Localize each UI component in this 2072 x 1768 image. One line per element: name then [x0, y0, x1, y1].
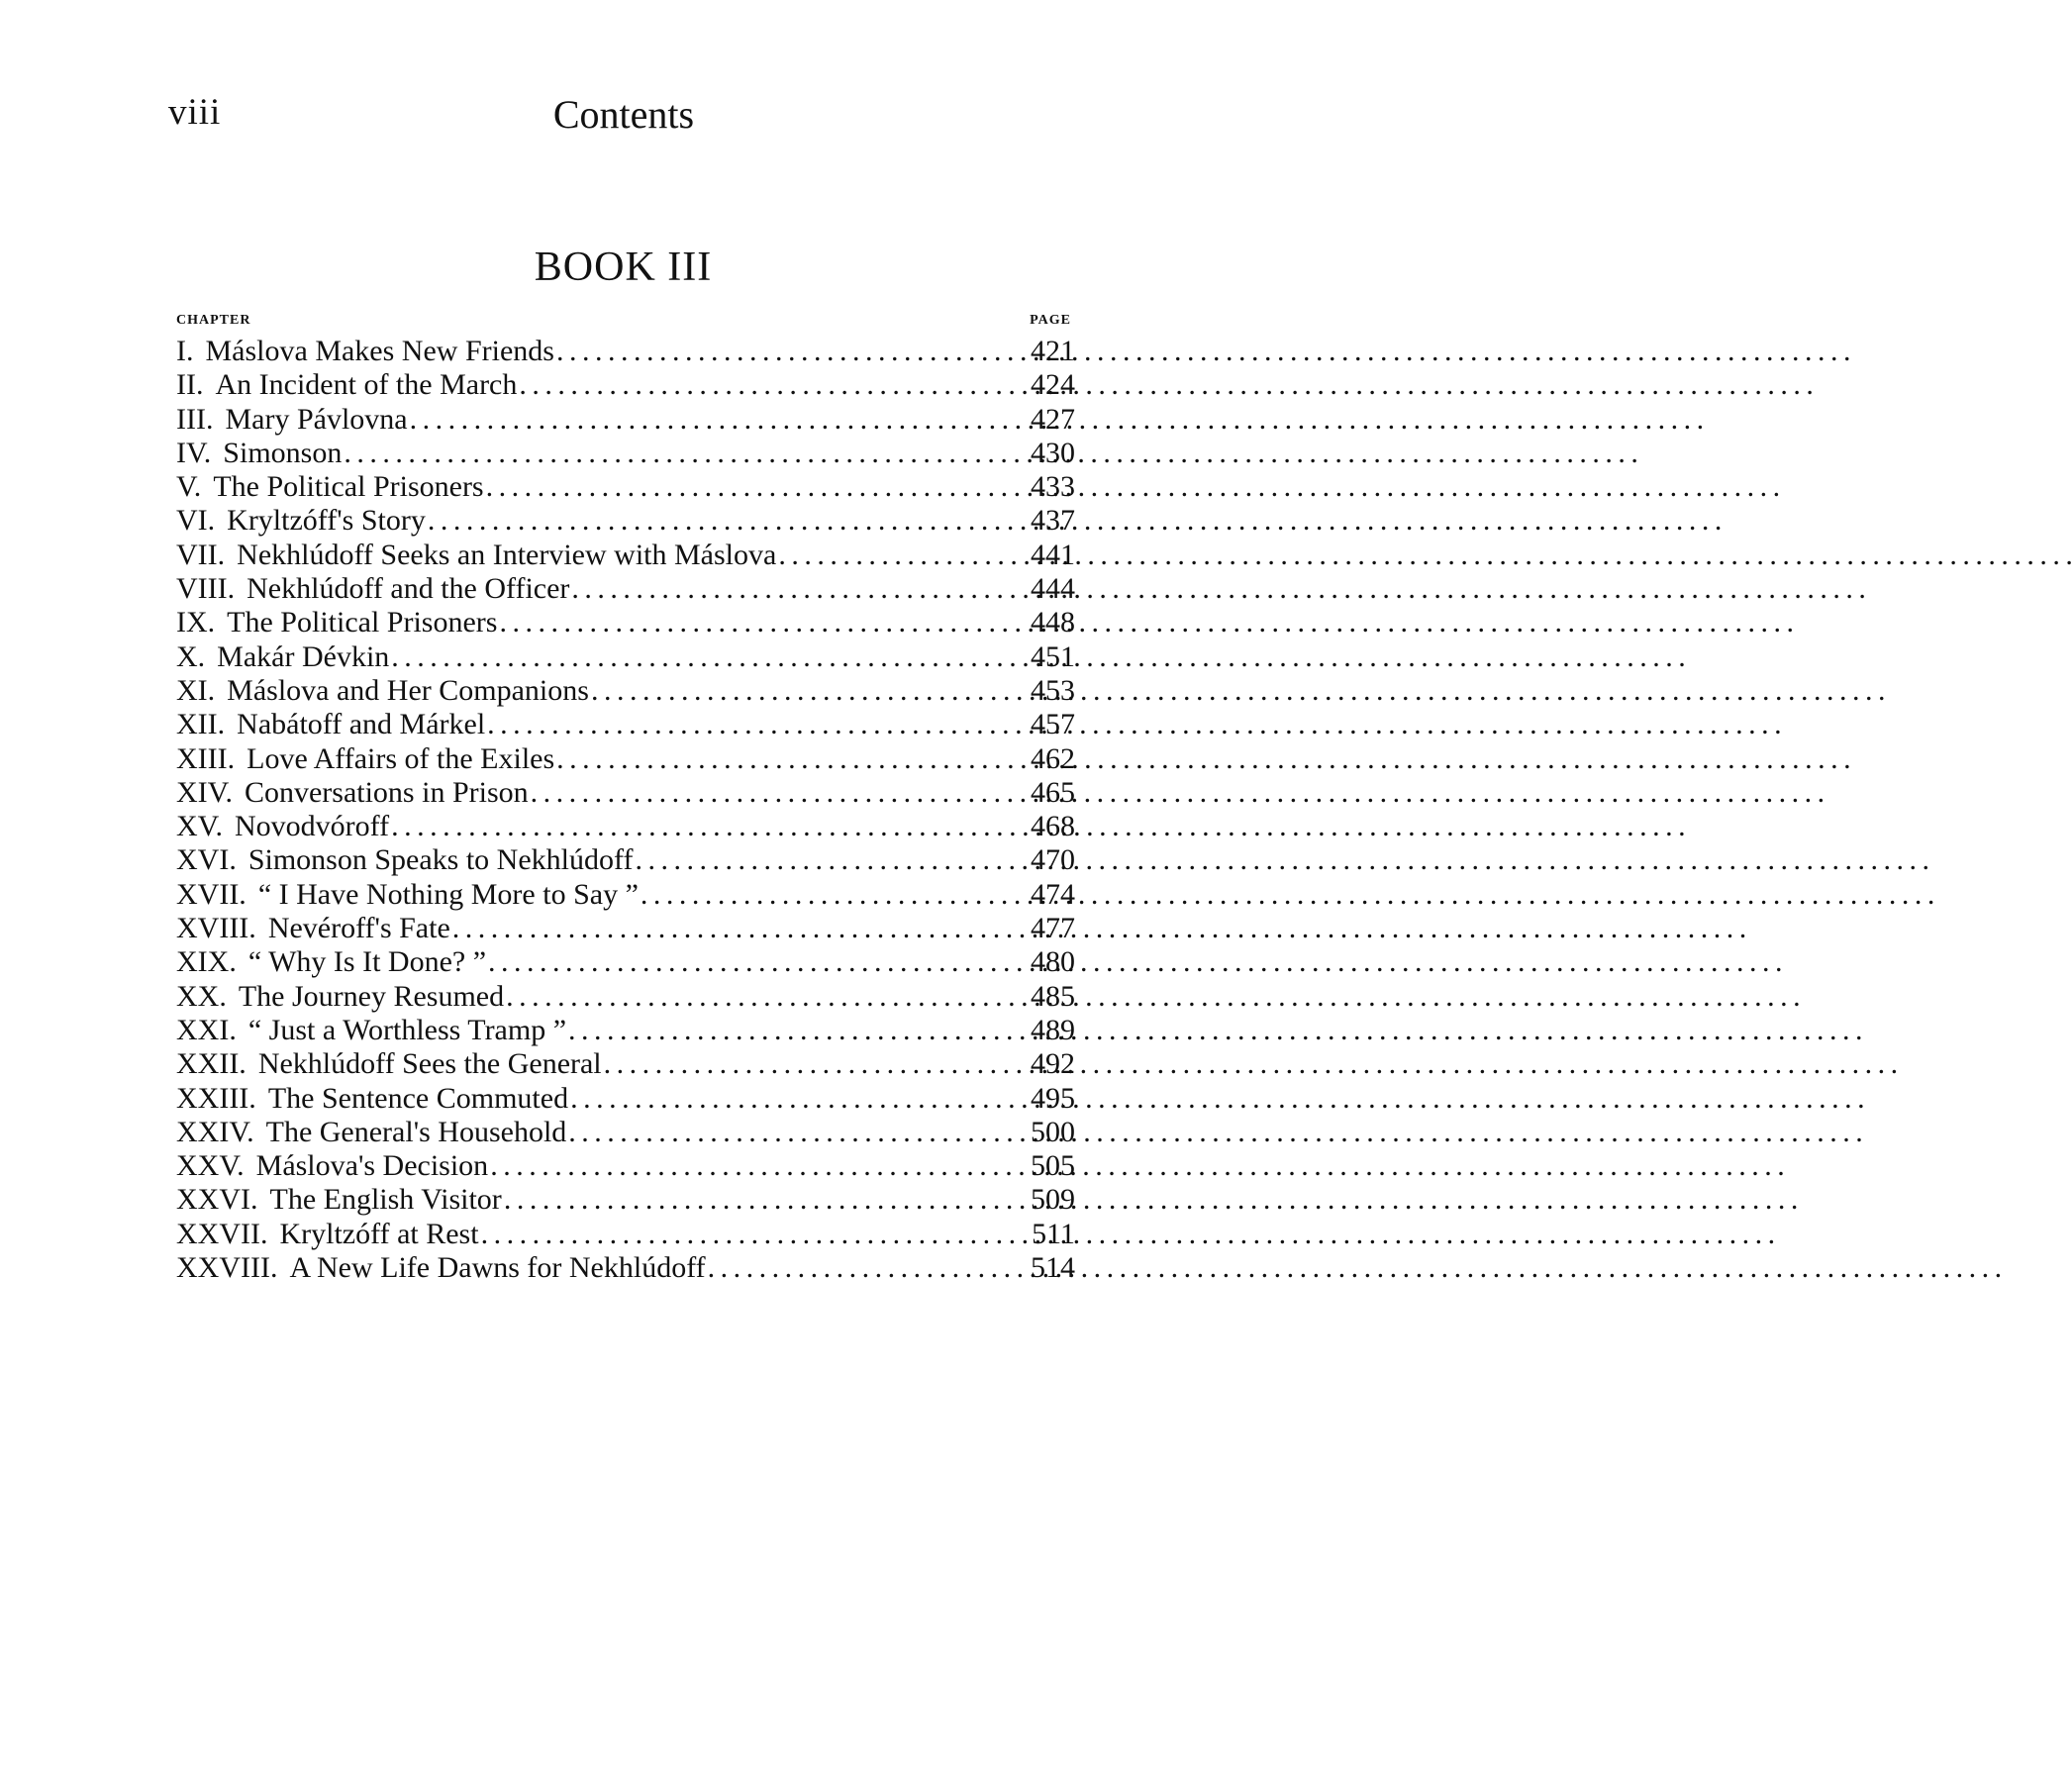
dot-leader	[410, 403, 1016, 437]
chapter-number: VI.	[176, 504, 216, 538]
dot-leader	[778, 539, 1016, 572]
page-number-ref: 421	[1031, 335, 1075, 367]
chapter-number: XII.	[176, 708, 226, 741]
toc-entry	[176, 606, 1075, 639]
toc-entry	[176, 1082, 1075, 1116]
book-title: BOOK III	[534, 245, 713, 290]
dot-leader	[391, 640, 1016, 674]
chapter-title: The Journey Resumed	[238, 979, 505, 1013]
dot-leader	[391, 810, 1016, 843]
toc-entry	[176, 539, 1075, 572]
chapter-title: Nekhlúdoff Seeks an Interview with Máslova	[237, 538, 777, 571]
chapter-list	[176, 335, 1075, 1285]
chapter-title: Nevéroff's Fate	[267, 912, 450, 945]
chapter-number: XV.	[176, 810, 223, 843]
toc-entry	[176, 674, 1075, 708]
dot-leader	[591, 674, 1016, 708]
chapter-title: The General's Household	[265, 1115, 567, 1148]
column-headings	[176, 307, 1075, 335]
chapter-number: IX.	[176, 606, 216, 639]
dot-leader	[708, 1251, 1016, 1285]
chapter-title: Kryltzóff at Rest	[279, 1217, 479, 1250]
toc-entry	[176, 1116, 1075, 1149]
dot-leader	[519, 368, 1016, 402]
toc-entry	[176, 1149, 1075, 1183]
toc-entry	[176, 403, 1075, 437]
toc-entry	[176, 1218, 1075, 1251]
page-number-ref: 492	[1031, 1047, 1075, 1081]
toc-entry	[176, 470, 1075, 504]
page-number-ref: 437	[1031, 504, 1075, 538]
chapter-number: VIII.	[176, 572, 236, 606]
toc-entry	[176, 368, 1075, 402]
chapter-title: Kryltzóff's Story	[227, 504, 426, 538]
chapter-title: Simonson	[223, 436, 343, 469]
page-number-ref: 514	[1031, 1251, 1075, 1285]
running-head: Contents	[552, 92, 695, 137]
chapter-title: An Incident of the March	[215, 368, 518, 402]
toc-entry	[176, 1183, 1075, 1217]
chapter-number: IV.	[176, 436, 212, 469]
chapter-number: XIII.	[176, 741, 236, 775]
toc-entry	[176, 335, 1075, 368]
chapter-number: XVIII.	[176, 912, 256, 945]
page-column-heading: PAGE	[1030, 313, 1071, 328]
page-number-ref: 430	[1031, 436, 1075, 469]
dot-leader	[641, 878, 1016, 912]
chapter-number: XX.	[176, 979, 227, 1013]
dot-leader	[506, 980, 1016, 1014]
chapter-column-heading: CHAPTER	[176, 313, 251, 328]
chapter-number: XXV.	[176, 1149, 245, 1183]
chapter-title: Simonson Speaks to Nekhlúdoff	[247, 843, 634, 877]
page-header	[168, 91, 1079, 150]
chapter-title: “ Just a Worthless Tramp ”	[247, 1013, 567, 1046]
chapter-title: Love Affairs of the Exiles	[247, 741, 555, 775]
chapter-number: XXII.	[176, 1047, 247, 1081]
page-number-ref: 462	[1031, 741, 1075, 775]
chapter-number: III.	[176, 402, 214, 436]
chapter-number: VII.	[176, 538, 226, 571]
chapter-number: X.	[176, 639, 206, 673]
toc-entry	[176, 945, 1075, 979]
page-number-ref: 448	[1031, 606, 1075, 639]
dot-leader	[486, 470, 1016, 504]
chapter-number: XIV.	[176, 775, 233, 809]
page-number-ref: 457	[1031, 708, 1075, 741]
dot-leader	[556, 742, 1016, 776]
chapter-title: The Political Prisoners	[213, 470, 484, 504]
chapter-title: The Political Prisoners	[227, 606, 498, 639]
chapter-title: “ Why Is It Done? ”	[247, 945, 487, 979]
chapter-title: Máslova Makes New Friends	[205, 335, 554, 367]
page-number-ref: 453	[1031, 673, 1075, 707]
chapter-number: XXVIII.	[176, 1251, 278, 1285]
page-number-ref: 489	[1031, 1013, 1075, 1046]
page-number-ref: 468	[1031, 810, 1075, 843]
chapter-title: Nekhlúdoff Sees the General	[257, 1047, 602, 1081]
page-number-ref: 424	[1031, 368, 1075, 402]
page-number-ref: 480	[1031, 945, 1075, 979]
dot-leader	[556, 335, 1016, 368]
page-number-ref: 465	[1031, 775, 1075, 809]
chapter-title: Novodvóroff	[234, 810, 390, 843]
page-number-ref: 451	[1031, 639, 1075, 673]
toc-entry	[176, 1251, 1075, 1285]
dot-leader	[481, 1218, 1016, 1251]
dot-leader	[571, 572, 1016, 606]
dot-leader	[488, 945, 1016, 979]
chapter-title: Máslova and Her Companions	[227, 673, 589, 707]
chapter-title: Nekhlúdoff and the Officer	[247, 572, 570, 606]
chapter-number: XXIV.	[176, 1115, 254, 1148]
toc-entry	[176, 1014, 1075, 1047]
dot-leader	[487, 708, 1016, 741]
chapter-number: XI.	[176, 673, 216, 707]
chapter-title: The Sentence Commuted	[267, 1081, 569, 1115]
chapter-number: XXVII.	[176, 1217, 268, 1250]
page-number-ref: 509	[1031, 1183, 1075, 1217]
toc-entry	[176, 776, 1075, 810]
page-number-ref: 474	[1031, 877, 1075, 911]
chapter-number: II.	[176, 368, 204, 402]
chapter-title: Mary Pávlovna	[225, 402, 408, 436]
dot-leader	[531, 776, 1016, 810]
toc-entry	[176, 504, 1075, 538]
chapter-title: Makár Dévkin	[217, 639, 390, 673]
page-number-ref: 511	[1032, 1217, 1075, 1250]
page-number-ref: 505	[1031, 1149, 1075, 1183]
toc-entry	[176, 708, 1075, 741]
chapter-number: XVI.	[176, 843, 237, 877]
chapter-title: The English Visitor	[269, 1183, 502, 1217]
dot-leader	[568, 1116, 1016, 1149]
dot-leader	[570, 1082, 1016, 1116]
chapter-number: XIX.	[176, 945, 237, 979]
toc-entry	[176, 810, 1075, 843]
chapter-title: Conversations in Prison	[244, 775, 529, 809]
dot-leader	[504, 1183, 1016, 1217]
chapter-number: XXI.	[176, 1013, 237, 1046]
chapter-title: A New Life Dawns for Nekhlúdoff	[289, 1251, 706, 1285]
page-number: viii	[168, 92, 222, 133]
chapter-number: XXIII.	[176, 1081, 256, 1115]
toc-entry	[176, 572, 1075, 606]
table-of-contents	[176, 307, 1075, 1285]
chapter-number: XVII.	[176, 877, 247, 911]
toc-entry	[176, 742, 1075, 776]
page-number-ref: 485	[1031, 979, 1075, 1013]
dot-leader	[452, 912, 1016, 945]
dot-leader	[428, 504, 1016, 538]
chapter-number: XXVI.	[176, 1183, 258, 1217]
toc-entry	[176, 878, 1075, 912]
dot-leader	[604, 1047, 1016, 1081]
toc-entry	[176, 912, 1075, 945]
page-number-ref: 500	[1031, 1115, 1075, 1148]
toc-entry	[176, 640, 1075, 674]
page-number-ref: 427	[1031, 402, 1075, 436]
dot-leader	[568, 1014, 1016, 1047]
toc-entry	[176, 1047, 1075, 1081]
page-number-ref: 495	[1031, 1081, 1075, 1115]
chapter-title: Nabátoff and Márkel	[237, 708, 486, 741]
dot-leader	[344, 437, 1016, 470]
page-number-ref: 477	[1031, 912, 1075, 945]
toc-entry	[176, 437, 1075, 470]
dot-leader	[635, 843, 1016, 877]
chapter-number: V.	[176, 470, 202, 504]
chapter-title: Máslova's Decision	[255, 1149, 489, 1183]
dot-leader	[490, 1149, 1016, 1183]
page-number-ref: 470	[1031, 843, 1075, 877]
chapter-title: “ I Have Nothing More to Say ”	[257, 877, 639, 911]
page-number-ref: 441	[1031, 538, 1075, 571]
page-number-ref: 433	[1031, 470, 1075, 504]
page-number-ref: 444	[1031, 572, 1075, 606]
toc-entry	[176, 980, 1075, 1014]
chapter-number: I.	[176, 335, 194, 367]
toc-entry	[176, 843, 1075, 877]
dot-leader	[499, 606, 1016, 639]
